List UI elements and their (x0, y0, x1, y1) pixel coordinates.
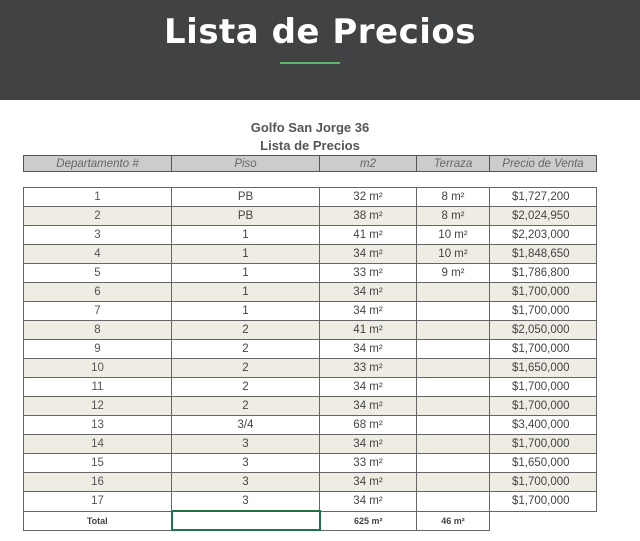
cell-precio[interactable]: $1,650,000 (490, 359, 597, 378)
document-title: Golfo San Jorge 36 (250, 120, 370, 135)
cell-terraza[interactable]: 8 m² (417, 188, 490, 207)
cell-m2[interactable]: 32 m² (320, 188, 417, 207)
cell-piso[interactable]: 2 (172, 359, 320, 378)
cell-m2[interactable]: 41 m² (320, 321, 417, 340)
table-row (24, 454, 597, 473)
cell-piso[interactable]: 3 (172, 454, 320, 473)
cell-piso[interactable]: 1 (172, 245, 320, 264)
cell-departamento[interactable]: 2 (24, 207, 172, 226)
total-terraza: 46 m² (417, 511, 490, 530)
cell-departamento[interactable]: 15 (24, 454, 172, 473)
cell-departamento[interactable]: 10 (24, 359, 172, 378)
cell-departamento[interactable]: 5 (24, 264, 172, 283)
cell-terraza[interactable] (417, 435, 490, 454)
cell-terraza[interactable]: 10 m² (417, 245, 490, 264)
table-row (24, 283, 597, 302)
cell-precio[interactable]: $1,700,000 (490, 397, 597, 416)
cell-piso[interactable]: 1 (172, 283, 320, 302)
cell-m2[interactable]: 33 m² (320, 454, 417, 473)
cell-precio[interactable]: $1,700,000 (490, 492, 597, 512)
header-departamento: Departamento # (24, 156, 172, 172)
total-label: Total (24, 511, 172, 530)
cell-departamento[interactable]: 9 (24, 340, 172, 359)
cell-precio[interactable]: $1,700,000 (490, 435, 597, 454)
header-terraza: Terraza (417, 156, 490, 172)
cell-m2[interactable]: 34 m² (320, 340, 417, 359)
cell-m2[interactable]: 68 m² (320, 416, 417, 435)
total-m2: 625 m² (320, 511, 417, 530)
table-row (24, 245, 597, 264)
cell-piso[interactable]: 2 (172, 378, 320, 397)
cell-departamento[interactable]: 17 (24, 492, 172, 512)
cell-m2[interactable]: 34 m² (320, 283, 417, 302)
cell-terraza[interactable] (417, 340, 490, 359)
cell-m2[interactable]: 34 m² (320, 492, 417, 512)
table-row (24, 435, 597, 454)
cell-terraza[interactable] (417, 454, 490, 473)
cell-terraza[interactable]: 9 m² (417, 264, 490, 283)
cell-precio[interactable]: $2,024,950 (490, 207, 597, 226)
table-row (24, 473, 597, 492)
cell-precio[interactable]: $1,727,200 (490, 188, 597, 207)
cell-precio[interactable]: $1,700,000 (490, 378, 597, 397)
table-row (24, 264, 597, 283)
cell-precio[interactable]: $1,700,000 (490, 302, 597, 321)
cell-piso[interactable]: 2 (172, 340, 320, 359)
cell-m2[interactable]: 34 m² (320, 378, 417, 397)
cell-m2[interactable]: 38 m² (320, 207, 417, 226)
table-row (24, 378, 597, 397)
cell-m2[interactable]: 34 m² (320, 435, 417, 454)
cell-m2[interactable]: 34 m² (320, 302, 417, 321)
header-banner (0, 0, 640, 100)
cell-departamento[interactable]: 6 (24, 283, 172, 302)
cell-departamento[interactable]: 11 (24, 378, 172, 397)
cell-m2[interactable]: 34 m² (320, 245, 417, 264)
cell-terraza[interactable] (417, 302, 490, 321)
cell-departamento[interactable]: 8 (24, 321, 172, 340)
cell-m2[interactable]: 33 m² (320, 359, 417, 378)
cell-precio[interactable]: $1,700,000 (490, 283, 597, 302)
selected-cell[interactable] (172, 511, 320, 530)
total-blank (490, 511, 597, 530)
cell-piso[interactable]: 3 (172, 435, 320, 454)
cell-piso[interactable]: 3/4 (172, 416, 320, 435)
cell-m2[interactable]: 34 m² (320, 473, 417, 492)
cell-m2[interactable]: 34 m² (320, 397, 417, 416)
banner-underline (280, 62, 340, 64)
cell-terraza[interactable]: 10 m² (417, 226, 490, 245)
cell-piso[interactable]: 1 (172, 302, 320, 321)
banner-title: Lista de Precios (164, 12, 476, 52)
cell-terraza[interactable] (417, 283, 490, 302)
cell-terraza[interactable] (417, 397, 490, 416)
cell-m2[interactable]: 41 m² (320, 226, 417, 245)
table-row (24, 340, 597, 359)
table-row (24, 416, 597, 435)
cell-piso[interactable]: 2 (172, 321, 320, 340)
cell-terraza[interactable] (417, 416, 490, 435)
cell-precio[interactable]: $1,700,000 (490, 473, 597, 492)
table-row (24, 302, 597, 321)
document-subtitle: Lista de Precios (260, 138, 360, 153)
cell-precio[interactable]: $2,050,000 (490, 321, 597, 340)
cell-piso[interactable]: 3 (172, 473, 320, 492)
table-row (24, 207, 597, 226)
cell-piso[interactable]: 1 (172, 226, 320, 245)
cell-piso[interactable]: 1 (172, 264, 320, 283)
cell-terraza[interactable] (417, 473, 490, 492)
header-precio: Precio de Venta (490, 156, 597, 172)
table-row (24, 359, 597, 378)
table-row (24, 492, 597, 512)
cell-precio[interactable]: $1,786,800 (490, 264, 597, 283)
cell-precio[interactable]: $1,848,650 (490, 245, 597, 264)
cell-terraza[interactable] (417, 359, 490, 378)
header-row (24, 156, 597, 172)
header-m2: m2 (320, 156, 417, 172)
price-table-header (23, 155, 597, 172)
cell-piso[interactable]: 3 (172, 492, 320, 512)
cell-terraza[interactable] (417, 321, 490, 340)
cell-departamento[interactable]: 4 (24, 245, 172, 264)
cell-departamento[interactable]: 3 (24, 226, 172, 245)
cell-piso[interactable]: PB (172, 207, 320, 226)
cell-departamento[interactable]: 7 (24, 302, 172, 321)
cell-precio[interactable]: $3,400,000 (490, 416, 597, 435)
cell-terraza[interactable] (417, 492, 490, 512)
cell-departamento[interactable]: 13 (24, 416, 172, 435)
price-table (23, 187, 597, 531)
cell-precio[interactable]: $2,203,000 (490, 226, 597, 245)
cell-terraza[interactable]: 8 m² (417, 207, 490, 226)
cell-departamento[interactable]: 16 (24, 473, 172, 492)
total-row (24, 511, 597, 530)
cell-piso[interactable]: 2 (172, 397, 320, 416)
table-row (24, 397, 597, 416)
cell-departamento[interactable]: 14 (24, 435, 172, 454)
table-row (24, 188, 597, 207)
table-row (24, 321, 597, 340)
cell-m2[interactable]: 33 m² (320, 264, 417, 283)
cell-departamento[interactable]: 1 (24, 188, 172, 207)
header-piso: Piso (172, 156, 320, 172)
cell-departamento[interactable]: 12 (24, 397, 172, 416)
cell-precio[interactable]: $1,650,000 (490, 454, 597, 473)
cell-precio[interactable]: $1,700,000 (490, 340, 597, 359)
cell-terraza[interactable] (417, 378, 490, 397)
cell-piso[interactable]: PB (172, 188, 320, 207)
table-row (24, 226, 597, 245)
